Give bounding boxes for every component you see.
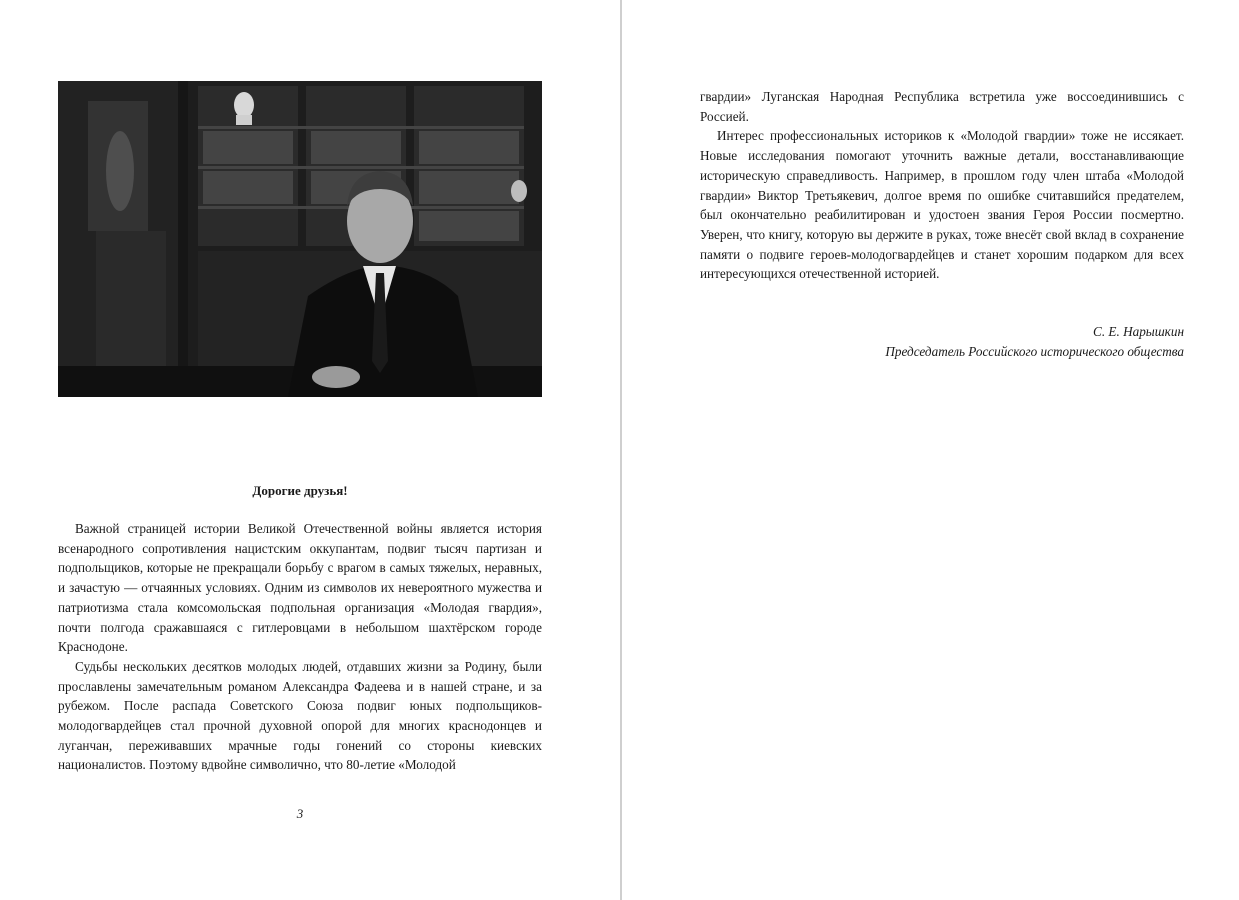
page-number: 3 xyxy=(296,806,304,821)
paragraph: Интерес профессиональных историков к «Молодой гвардии» тоже не иссякает. Новые исследования помогают уточнить важные детали, восстанавливающие историческую справедливость. Например, в прошлом году член штаба «Молодой гвардии» Виктор Третьякевич, долгое время по ошибке считавшийся предателем, был окончательно реабилитирован и удостоен звания Героя России посмертно. Уверен, что книгу, которую вы держите в руках, тоже внесёт свой вклад в сохранение памяти о подвиге героев-молодогвардейцев и станет хорошим подарком для всех интересующихся отечественной историей. xyxy=(700,128,1184,282)
signature-title: Председатель Российского исторического общества xyxy=(885,344,1184,359)
signature-name: С. Е. Нарышкин xyxy=(1093,324,1184,339)
signature-block xyxy=(700,322,1184,362)
portrait-photo xyxy=(58,81,542,397)
left-page-text xyxy=(58,519,542,775)
right-page xyxy=(622,0,1239,900)
paragraph: Судьбы нескольких десятков молодых людей, отдавших жизни за Родину, были прославлены замечательным романом Александра Фадеева и в нашей стране, и за рубежом. После распада Советского Союза подвиг юных подпольщиков-молодогвардейцев стал прочной духовной опорой для многих краснодонцев и луганчан, переживавших мрачные годы гонений со стороны киевских националистов. Поэтому вдвойне символично, что 80-летие «Молодой xyxy=(58,658,542,773)
paragraph: Важной страницей истории Великой Отечественной войны является история всенародного сопротивления нацистским оккупантам, подвиг тысяч партизан и подпольщиков, которые не прекращали борьбу с врагом в самых тяжелых, неравных, и зачастую — отчаянных условиях. Одним из символов их невероятного мужества и патриотизма стала комсомольская подпольная организация «Молодая гвардия», почти полгода сражавшаяся с гитлеровцами в небольшом шахтёрском городе Краснодоне. xyxy=(58,521,542,655)
right-page-text xyxy=(700,87,1184,284)
paragraph: гвардии» Луганская Народная Республика встретила уже воссоединившись с Россией. xyxy=(700,89,1184,124)
letter-heading: Дорогие друзья! xyxy=(252,483,348,498)
